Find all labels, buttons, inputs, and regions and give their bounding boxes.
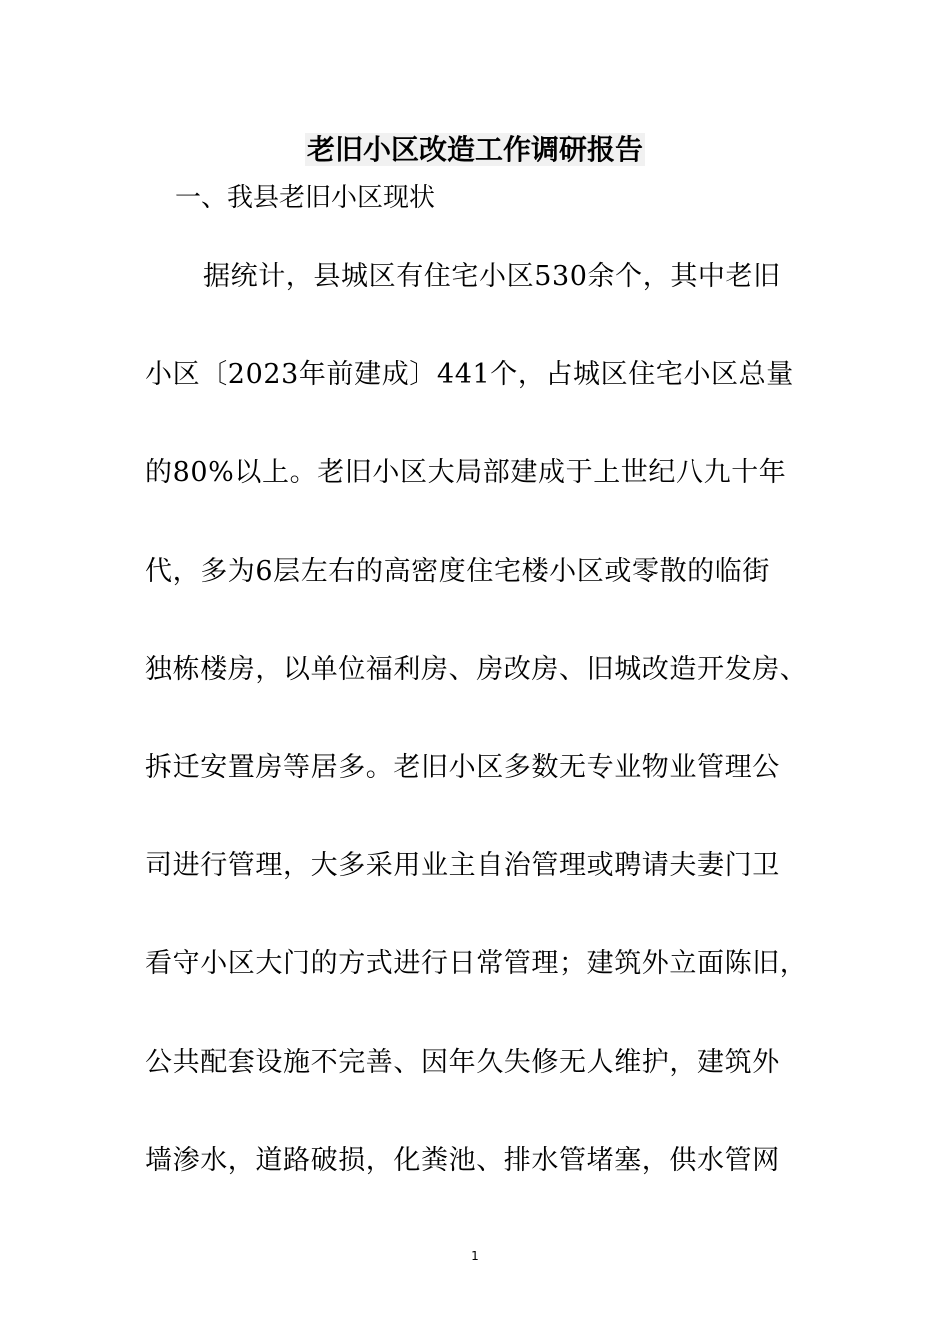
paragraph-line-7: 司进行管理，大多采用业主自治管理或聘请夫妻门卫 — [145, 850, 780, 882]
paragraph-line-5: 独栋楼房，以单位福利房、房改房、旧城改造开发房、 — [145, 653, 808, 685]
paragraph-line-3: 的80%以上。老旧小区大局部建成于上世纪八九十年 — [145, 457, 787, 489]
section-heading: 一、我县老旧小区现状 — [175, 183, 436, 213]
paragraph-line-6: 拆迁安置房等居多。老旧小区多数无专业物业管理公 — [145, 751, 780, 783]
paragraph-line-10: 墙渗水，道路破损，化粪池、排水管堵塞，供水管网 — [145, 1144, 780, 1176]
document-title-text: 老旧小区改造工作调研报告 — [306, 133, 643, 166]
paragraph-line-2: 小区〔2023年前建成〕441个，占城区住宅小区总量 — [145, 359, 794, 391]
paragraph-line-1: 据统计，县城区有住宅小区530余个，其中老旧 — [203, 261, 781, 292]
paragraph-line-8: 看守小区大门的方式进行日常管理；建筑外立面陈旧， — [145, 948, 808, 980]
page-number: 1 — [471, 1249, 479, 1263]
paragraph-line-9: 公共配套设施不完善、因年久失修无人维护，建筑外 — [145, 1046, 780, 1078]
paragraph-line-4: 代，多为6层左右的高密度住宅楼小区或零散的临街 — [145, 555, 770, 587]
body-paragraph — [145, 252, 835, 1234]
document-title — [0, 128, 950, 172]
